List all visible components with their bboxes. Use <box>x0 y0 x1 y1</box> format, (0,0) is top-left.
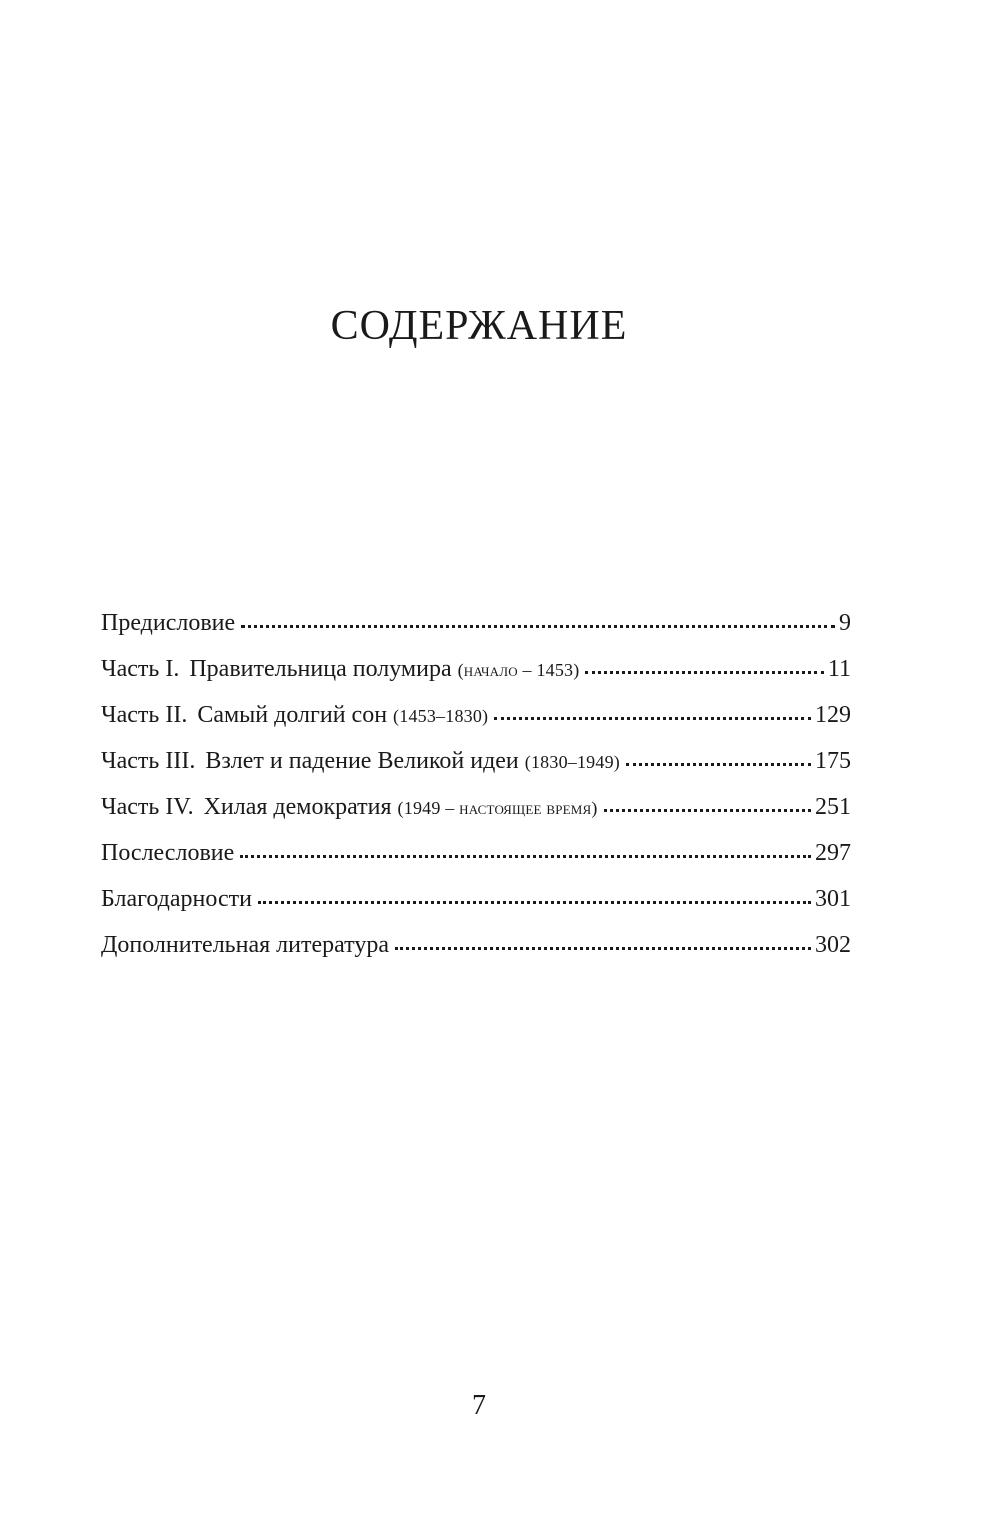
toc-entry-name: Хилая демократия <box>203 794 392 820</box>
toc-entry-name: Самый долгий сон <box>197 702 388 728</box>
toc-entry-dates: (1949 – настоящее время) <box>397 798 598 818</box>
toc-entry-name: Предисловие <box>101 610 236 636</box>
toc-entry-title <box>101 738 620 785</box>
dot-leader <box>395 947 811 950</box>
toc-entry-page: 11 <box>827 656 851 682</box>
dot-leader <box>626 763 811 766</box>
dot-leader <box>585 671 823 674</box>
toc-entry-page: 297 <box>815 840 851 866</box>
toc-entry-part-1[interactable] <box>101 646 851 692</box>
toc-entry-name: Взлет и падение Великой идеи <box>205 748 519 774</box>
toc-entry-title <box>101 876 252 922</box>
toc-entry-title <box>101 646 579 693</box>
dot-leader <box>240 855 811 858</box>
toc-entry-afterword[interactable] <box>101 830 851 876</box>
toc-entry-title <box>101 600 235 646</box>
page-number: 7 <box>472 1390 486 1421</box>
toc-entry-page: 301 <box>815 886 851 912</box>
toc-entry-further-reading[interactable] <box>101 922 851 968</box>
toc-entry-title <box>101 784 598 831</box>
dot-leader <box>241 625 835 628</box>
toc-entry-part-3[interactable] <box>101 738 851 784</box>
toc-entry-title <box>101 922 389 968</box>
toc-entry-title <box>101 830 234 876</box>
toc-entry-part-4[interactable] <box>101 784 851 830</box>
toc-entry-acknowledgements[interactable] <box>101 876 851 922</box>
toc-entry-part: Часть I. <box>101 656 180 682</box>
toc-entry-dates: (начало – 1453) <box>457 660 580 680</box>
toc-entry-name: Благодарности <box>101 886 252 912</box>
toc-entry-page: 175 <box>815 748 851 774</box>
toc-entry-page: 129 <box>815 702 851 728</box>
toc-entry-part: Часть II. <box>101 702 188 728</box>
dot-leader <box>258 901 811 904</box>
table-of-contents <box>101 600 851 968</box>
dot-leader <box>494 717 811 720</box>
toc-entry-name: Послесловие <box>101 840 235 866</box>
toc-entry-page: 9 <box>839 610 851 636</box>
toc-entry-part-2[interactable] <box>101 692 851 738</box>
dot-leader <box>604 809 811 812</box>
toc-entry-part: Часть IV. <box>101 794 194 820</box>
toc-entry-page: 251 <box>815 794 851 820</box>
toc-entry-name: Правительница полумира <box>189 656 452 682</box>
toc-entry-dates: (1830–1949) <box>524 752 620 772</box>
toc-entry-title <box>101 692 488 739</box>
toc-entry-part: Часть III. <box>101 748 196 774</box>
page-title: СОДЕРЖАНИЕ <box>330 303 628 349</box>
toc-entry-name: Дополнительная литература <box>101 932 389 958</box>
toc-entry-dates: (1453–1830) <box>393 706 489 726</box>
toc-entry-page: 302 <box>815 932 851 958</box>
toc-entry-preface[interactable] <box>101 600 851 646</box>
